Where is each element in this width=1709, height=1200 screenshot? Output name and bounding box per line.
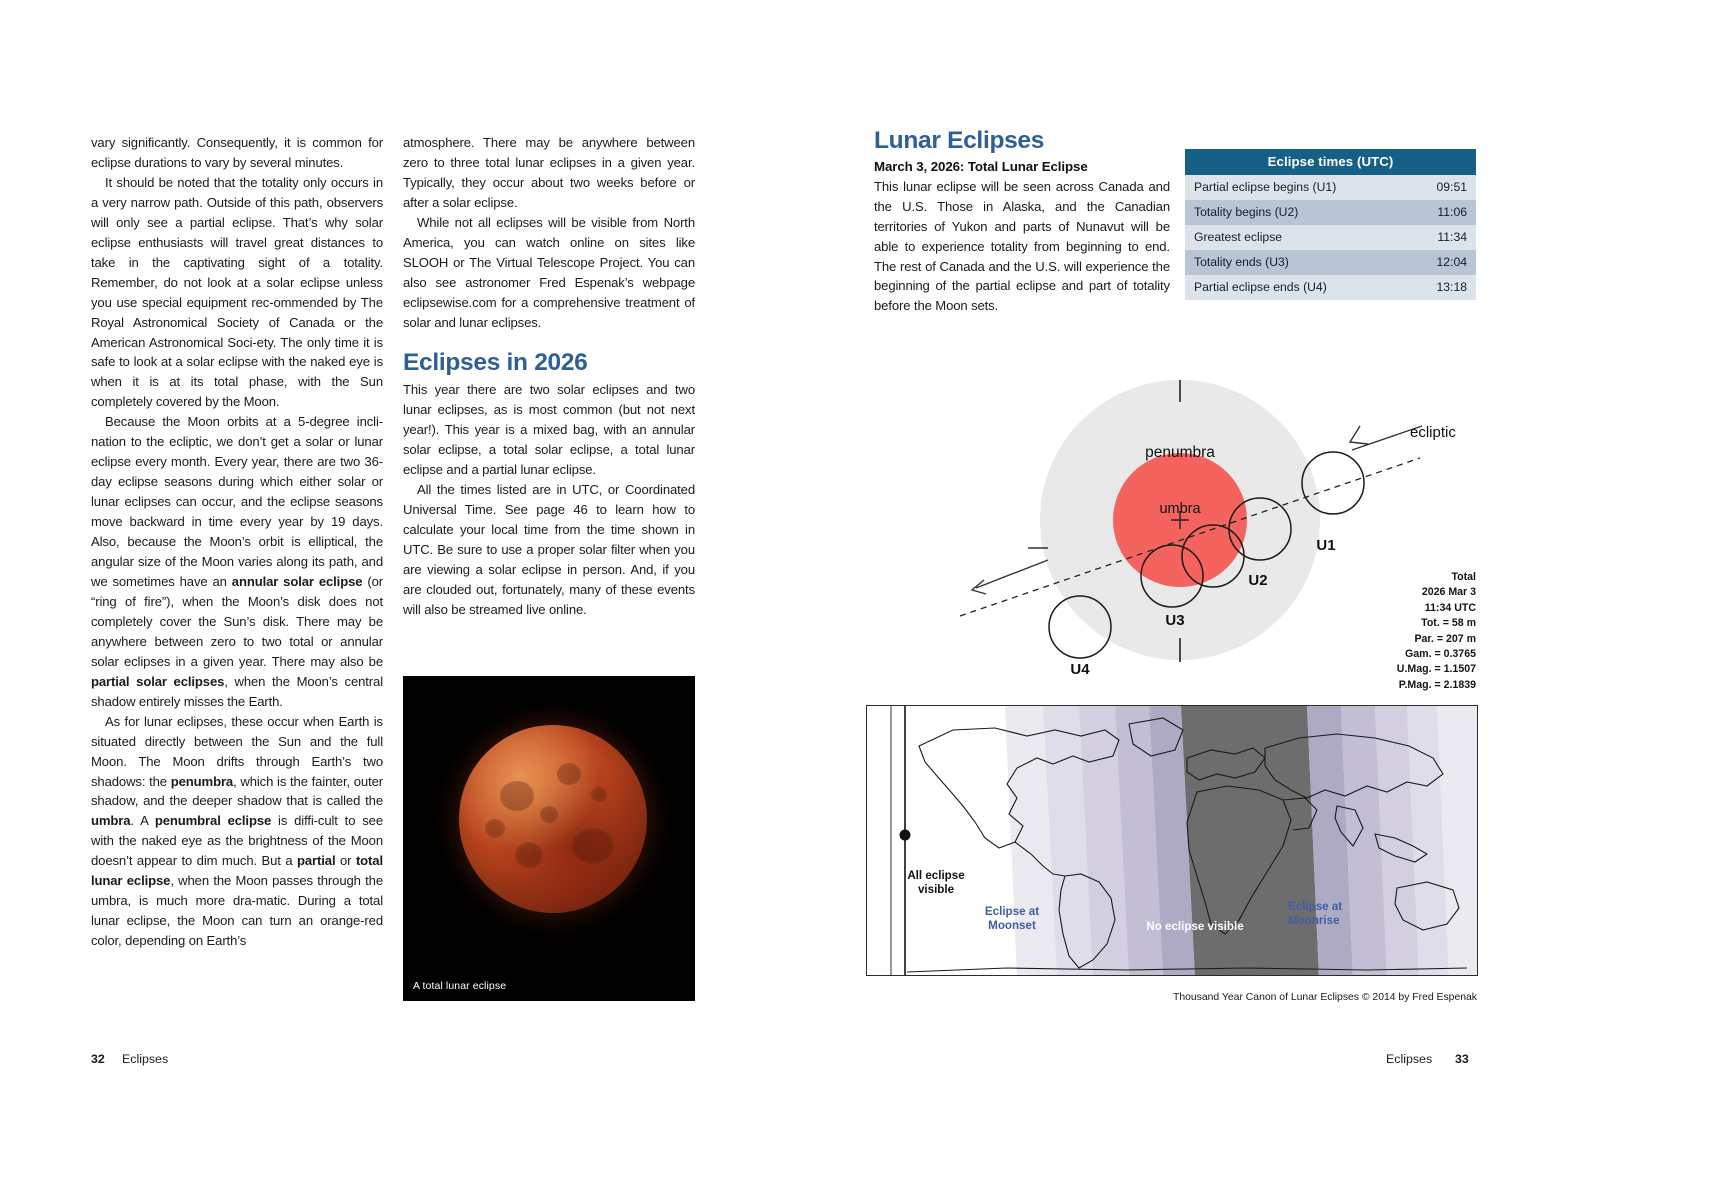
event-label: Partial eclipse ends (U4): [1185, 275, 1408, 300]
stat-line: P.Mag. = 2.1839: [1398, 678, 1476, 691]
umbra-label: umbra: [1159, 501, 1201, 517]
page-number-left: 32: [91, 1052, 105, 1066]
event-description: This lunar eclipse will be seen across Canada and the U.S. Those in Alaska, and the Canadian territories of Yukon and parts of Nunavut will be able to experience totality from beginning to end. The rest of Canada and the U.S. will experience the beginning of the partial eclipse and part of totality before the Moon sets.: [874, 178, 1170, 314]
section-heading-lunar-eclipses: Lunar Eclipses: [874, 127, 1045, 154]
map-label-eclipse-at-moonset: Eclipse at Moonset: [984, 905, 1040, 932]
section-name-left: Eclipses: [122, 1052, 169, 1066]
stat-line: Total: [1451, 571, 1476, 583]
page-number-right: 33: [1455, 1052, 1469, 1066]
lunar-eclipse-photo: [403, 676, 695, 1001]
section-name-right: Eclipses: [1386, 1052, 1433, 1066]
map-label-no-eclipse-visible: No eclipse visible: [1146, 920, 1244, 933]
paragraph: This year there are two solar eclipses and two lunar eclipses, as is most common (but not next year!). This year is a mixed bag, with an annular solar eclipse, a total solar eclipse, a total lunar eclipse and a partial lunar eclipse.: [403, 382, 695, 478]
table-row: [1185, 250, 1476, 275]
contact-label-u4: U4: [1070, 661, 1090, 678]
contact-label-u2: U2: [1248, 572, 1268, 589]
event-label: Partial eclipse begins (U1): [1185, 175, 1408, 200]
greatest-eclipse-point: [900, 830, 911, 841]
map-label-eclipse-at-moonrise: Eclipse at Moonrise: [1288, 900, 1343, 927]
event-time: 09:51: [1408, 175, 1476, 200]
event-time: 13:18: [1408, 275, 1476, 300]
table-row: [1185, 200, 1476, 225]
event-label: Greatest eclipse: [1185, 225, 1408, 250]
eclipse-times-table: [1185, 149, 1476, 300]
photo-caption: A total lunar eclipse: [413, 980, 507, 992]
paragraph: It should be noted that the totality only occurs in a very narrow path. Outside of this path, observers will only see a partial eclipse. That’s why solar eclipse enthusiasts will travel great distances to take in the captivating sight of a totality. Remember, do not look at a solar eclipse unless you use special equipment rec-ommended by The Royal Astronomical Society of Canada or the American Astronomical Soci-ety. The only time it is safe to look at a solar eclipse with the naked eye is when it is at its total phase, with the Sun completely covered by the Moon.: [91, 174, 383, 410]
ecliptic-label: ecliptic: [1410, 424, 1456, 441]
stat-line: Tot. = 58 m: [1421, 617, 1476, 630]
map-credit-line: Thousand Year Canon of Lunar Eclipses © 2014 by Fred Espenak: [1173, 992, 1477, 1003]
stat-line: 11:34 UTC: [1424, 601, 1476, 614]
map-label-all-eclipse-visible: All eclipse visible: [907, 869, 965, 896]
section-heading-eclipses-2026: Eclipses in 2026: [403, 348, 588, 376]
table-row: [1185, 275, 1476, 300]
table-row: [1185, 175, 1476, 200]
paragraph: vary significantly. Consequently, it is common for eclipse durations to vary by several minutes.: [91, 135, 383, 170]
event-label: Totality begins (U2): [1185, 200, 1408, 225]
paragraph: As for lunar eclipses, these occur when Earth is situated directly between the Sun and the full Moon. The Moon drifts through Earth’s two shadows: the penumbra, which is the fainter, outer shadow, and the deeper shadow that is called the umbra. A penumbral eclipse is diffi-cult to see with the naked eye as the brightness of the Moon doesn’t appear to dim much. But a partial or total lunar eclipse, when the Moon passes through the umbra, is much more dra-matic. During a total lunar eclipse, the Moon can turn an orange-red color, depending on Earth’s: [91, 713, 383, 949]
contact-label-u3: U3: [1165, 612, 1185, 629]
paragraph: Because the Moon orbits at a 5-degree incli-nation to the ecliptic, we don’t get a solar or lunar eclipse every month. Every year, there are two 36-day eclipse seasons during which either solar or lunar eclipses can occur, and the eclipse seasons move backward in time every year by 19 days. Also, because the Moon’s orbit is elliptical, the angular size of the Moon varies along its path, and we sometimes have an annular solar eclipse (or “ring of fire”), when the Moon’s disk does not completely cover the Sun’s disk. There may be anywhere between zero to two total or annular solar eclipses in a given year. There may also be partial solar eclipses, when the Moon’s central shadow entirely misses the Earth.: [91, 414, 384, 709]
eclipsed-moon-disc: [459, 725, 647, 913]
left-column-one: [91, 133, 383, 951]
contact-label-u1: U1: [1316, 537, 1336, 554]
table-row: [1185, 225, 1476, 250]
map-svg: [867, 706, 1478, 976]
left-column-two: [403, 133, 695, 620]
stat-line: Gam. = 0.3765: [1405, 648, 1476, 661]
event-time: 11:34: [1408, 225, 1476, 250]
paragraph: While not all eclipses will be visible from North America, you can watch online on sites like SLOOH or The Virtual Telescope Project. You can also see astronomer Fred Espenak’s webpage eclipsewise.com for a comprehensive treatment of solar and lunar eclipses.: [403, 214, 695, 330]
table-title: Eclipse times (UTC): [1185, 149, 1476, 175]
stat-line: Par. = 207 m: [1414, 632, 1476, 645]
event-subheading: March 3, 2026: Total Lunar Eclipse: [874, 158, 1088, 174]
table-header-row: [1185, 149, 1476, 175]
eclipse-statistics: [1330, 570, 1476, 693]
event-time: 11:06: [1408, 200, 1476, 225]
paragraph: atmosphere. There may be anywhere between zero to three total lunar eclipses in a given year. Typically, they occur about two weeks before or after a solar eclipse.: [403, 135, 695, 210]
eclipse-visibility-map: [866, 705, 1478, 976]
stat-line: 2026 Mar 3: [1421, 586, 1476, 599]
event-time: 12:04: [1408, 250, 1476, 275]
right-column-lunar-eclipses: [874, 128, 1170, 316]
penumbra-label: penumbra: [1145, 444, 1215, 461]
paragraph: All the times listed are in UTC, or Coordinated Universal Time. See page 46 to learn how to calculate your local time from the time shown in UTC. Be sure to use a proper solar filter when you are viewing a solar eclipse in person. And, if you are clouded out, fortunately, many of these events will also be streamed live online.: [403, 482, 695, 617]
stat-line: U.Mag. = 1.1507: [1396, 663, 1476, 676]
event-label: Totality ends (U3): [1185, 250, 1408, 275]
